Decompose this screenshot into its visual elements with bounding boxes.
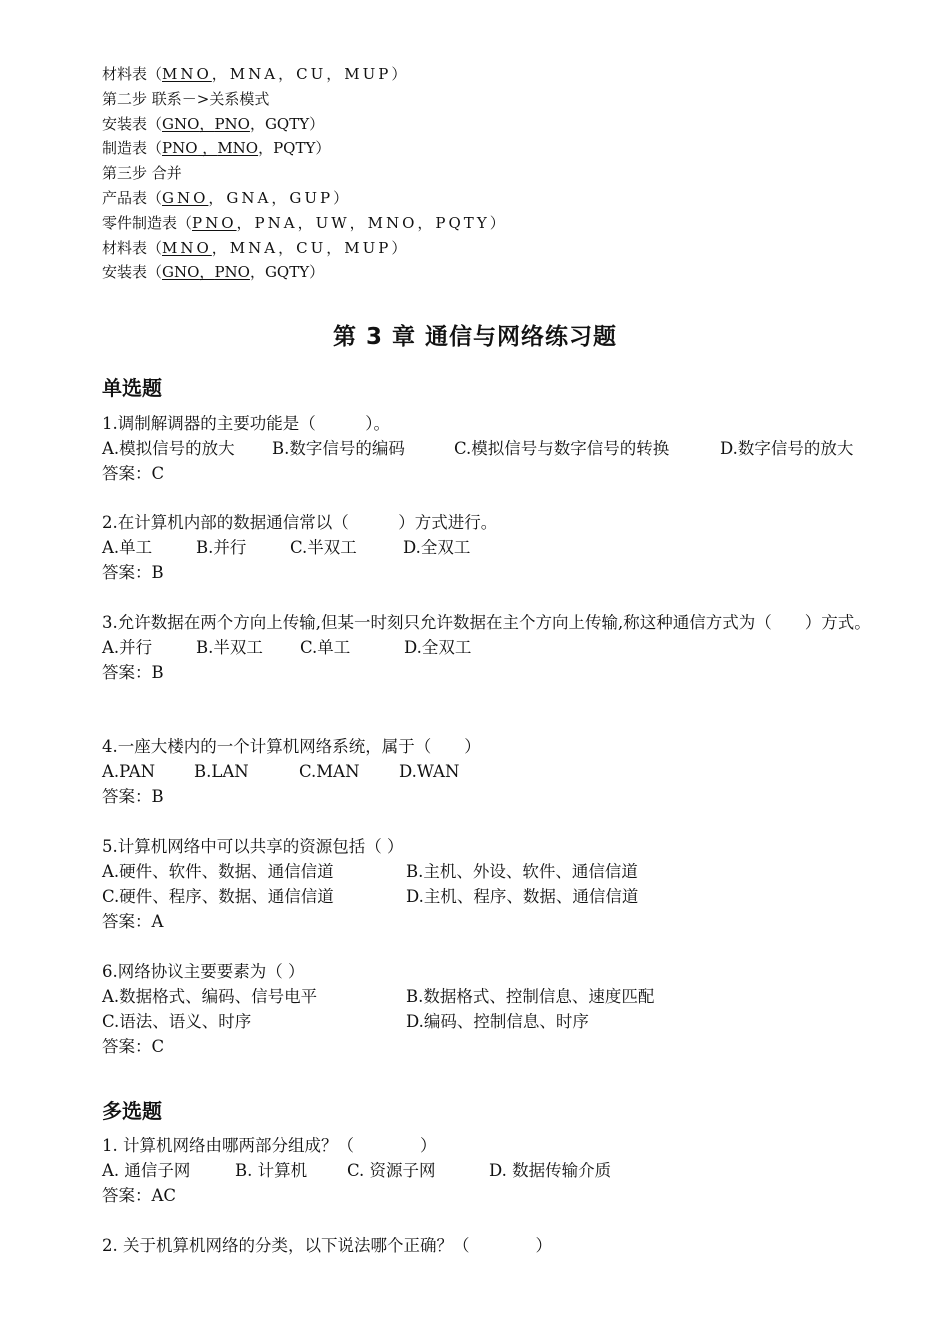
answer-text: 答案：C [102,464,165,483]
relation-line-material-2: 材料表（MNO，MNA，CU，MUP） [102,238,410,257]
option-c: C. 资源子网 [347,1161,436,1180]
options-row [102,1158,892,1183]
question-block [102,1133,892,1208]
option-a: A.硬件、软件、数据、通信信道 [102,862,334,881]
question-block [102,834,892,934]
answer-text: 答案：B [102,563,164,582]
relation-line-install-2: 安装表（GNO，PNO，GQTY） [102,263,325,282]
primary-key: MNO [162,65,212,83]
option-a: A.单工 [102,538,153,557]
answer-text: 答案：C [102,1037,165,1056]
question-stem: 1.调制解调器的主要功能是（ ）。 [102,414,390,433]
primary-key: GNO，PNO [162,114,250,133]
question-block [102,1233,892,1258]
question-stem: 5.计算机网络中可以共享的资源包括（ ） [102,837,404,856]
primary-key: GNO，PNO [162,263,250,282]
step-two-label: 第二步 联系－>关系模式 [102,89,270,108]
options-row [102,535,892,560]
question-stem: 6.网络协议主要要素为（ ） [102,962,305,981]
option-c: C.单工 [300,638,351,657]
option-d: D.主机、程序、数据、通信信道 [406,887,639,906]
option-d: D.WAN [399,762,460,781]
relation-line-install-1: 安装表（GNO，PNO，GQTY） [102,114,325,133]
option-c: C.语法、语义、时序 [102,1012,252,1031]
options-row [102,984,892,1009]
answer-text: 答案：A [102,912,164,931]
question-block [102,610,892,685]
option-b: B.数字信号的编码 [272,439,405,458]
primary-key: MNO [162,238,212,257]
option-a: A.数据格式、编码、信号电平 [102,987,318,1006]
option-b: B. 计算机 [235,1161,308,1180]
option-c: C.模拟信号与数字信号的转换 [454,439,670,458]
option-b: B.主机、外设、软件、通信信道 [406,862,638,881]
options-row [102,884,892,909]
option-d: D.全双工 [404,638,472,657]
option-b: B.半双工 [196,638,263,657]
primary-key: PNO [192,213,237,232]
options-row [102,635,892,660]
step-three-label: 第三步 合并 [102,164,182,183]
relation-line-product: 产品表（GNO，GNA，GUP） [102,188,352,207]
options-row [102,1009,892,1034]
option-d: D.编码、控制信息、时序 [406,1012,589,1031]
chapter-title: 第 3 章 通信与网络练习题 [332,324,618,350]
relation-schema-block [102,62,508,285]
question-stem: 2.在计算机内部的数据通信常以（ ）方式进行。 [102,513,498,532]
question-block [102,734,892,809]
option-b: B.并行 [196,538,247,557]
question-stem: 1. 计算机网络由哪两部分组成？（ ） [102,1136,437,1155]
option-a: A.模拟信号的放大 [102,439,235,458]
question-stem: 2. 关于机算机网络的分类，以下说法哪个正确？（ ） [102,1236,552,1255]
option-c: C.半双工 [290,538,357,557]
question-block [102,510,892,585]
primary-key: PNO ，MNO [162,139,259,158]
question-stem: 4.一座大楼内的一个计算机网络系统，属于（ ） [102,737,481,756]
options-row [102,859,892,884]
question-block [102,411,892,486]
relation-line-manufacture: 制造表（PNO ，MNO，PQTY） [102,139,331,158]
option-b: B.LAN [194,762,249,781]
relation-line-part-manufacture: 零件制造表（PNO，PNA，UW，MNO，PQTY） [102,213,508,232]
answer-text: 答案：AC [102,1186,177,1205]
option-d: D. 数据传输介质 [489,1161,612,1180]
question-stem: 3.允许数据在两个方向上传输,但某一时刻只允许数据在主个方向上传输,称这种通信方式为（ ）方式。 [102,613,871,632]
options-row [102,759,892,784]
relation-line-material-1: 材料表（MNO，MNA，CU，MUP） [102,65,410,83]
option-b: B.数据格式、控制信息、速度匹配 [406,987,655,1006]
option-c: C.硬件、程序、数据、通信信道 [102,887,334,906]
multiple-choice-heading: 多选题 [102,1099,162,1123]
option-a: A. 通信子网 [102,1161,191,1180]
option-d: D.全双工 [403,538,471,557]
primary-key: GNO [162,188,209,207]
question-block [102,959,892,1059]
option-d: D.数字信号的放大 [720,439,854,458]
answer-text: 答案：B [102,787,164,806]
answer-text: 答案：B [102,663,164,682]
option-a: A.并行 [102,638,153,657]
options-row [102,436,892,461]
option-c: C.MAN [299,762,360,781]
single-choice-heading: 单选题 [102,376,162,400]
option-a: A.PAN [102,762,156,781]
